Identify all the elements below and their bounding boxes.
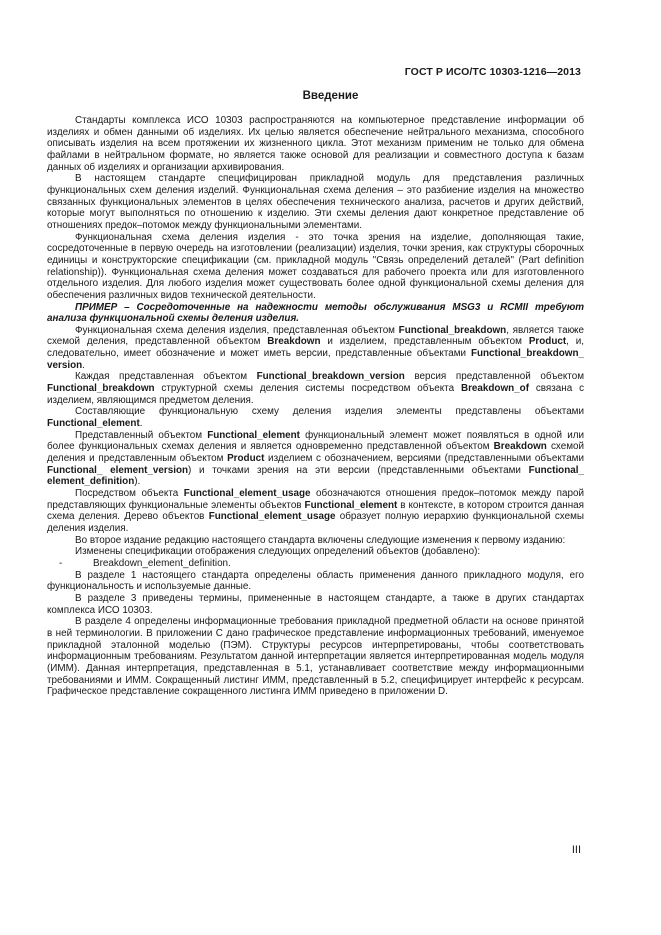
text-run: функциональный элемент может появляться в одной или более функциональных схемах деления и является одновременно представленной объектом <box>47 429 584 453</box>
paragraph-5 <box>47 325 584 372</box>
entity-name: Functional_breakdown <box>47 383 155 395</box>
paragraph-8 <box>47 430 584 488</box>
document-body <box>47 115 584 698</box>
text-run: изделием с обозначением, версиями (представленными объектами <box>264 453 584 465</box>
text-run: , является также схемой деления, представленной объектом <box>47 324 584 348</box>
text-run: версия представленной объектом <box>404 371 584 383</box>
text-run: связана с изделием, являющимся предметом деления. <box>47 383 585 406</box>
entity-name: Breakdown <box>267 336 321 348</box>
entity-name: Functional_element <box>47 418 140 430</box>
entity-name: Functional_element <box>304 499 398 511</box>
paragraph-6 <box>47 371 584 406</box>
entity-name: Breakdown <box>493 441 547 453</box>
text-run: образует полную иерархию функциональной схемы деления изделия. <box>47 511 585 534</box>
paragraph-7 <box>47 406 584 429</box>
entity-name: Functional_breakdown_ version <box>47 348 584 371</box>
text-run: Составляющие функциональную схему деления изделия элементы представлены объектами <box>75 406 584 418</box>
entity-name: Functional_element_usage <box>208 511 336 523</box>
entity-name: Functional_breakdown_version <box>256 371 405 383</box>
entity-name: Breakdown_of <box>460 383 529 395</box>
text-run: . <box>82 359 85 371</box>
text-run: ) и точками зрения на эти версии (представленными объектами <box>188 464 529 476</box>
text-run: схемой деления и представленным объектом <box>47 441 585 465</box>
entity-name: Functional_ element_definition <box>47 464 584 488</box>
paragraph-14: В разделе 4 определены информационные требования прикладной предметной области на основе принятой в ней терминологии. В приложении С дано графическое представление информационных требований, именуемое прикладной эталонной моделью (ПЭМ). Структуры ресурсов интерпретированы, чтобы соответствовать информационным требованиям. Результатом данной интерпретации является интерпретированная модель модуля (ИММ). Данная интерпретация, представленная в 5.1, устанавливает соответствие между информационными требованиями и ИММ. Сокращенный листинг ИММ, представленный в 5.2, специфицирует интерфейс к ресурсам. Графическое представление сокращенного листинга ИММ приведено в приложении D. <box>47 616 584 698</box>
entity-name: Functional_element <box>207 429 300 441</box>
paragraph-12: В разделе 1 настоящего стандарта определены область применения данного прикладного модуля, его функциональность и используемые данные. <box>47 569 584 593</box>
paragraph-10: Во второе издание редакцию настоящего стандарта включены следующие изменения к первому изданию: <box>75 534 566 546</box>
text-run: ). <box>134 476 141 488</box>
paragraph-9 <box>47 488 584 535</box>
list-bullet: - <box>59 557 63 569</box>
paragraph-13: В разделе 3 приведены термины, примененные в настоящем стандарте, а также в других стандартах комплекса ИСО 10303. <box>47 592 584 616</box>
text-run: в контексте, в котором строится данная схема деления. Дерево объектов <box>47 499 584 523</box>
page-number: III <box>571 844 581 856</box>
text-run: Представленный объектом <box>75 429 208 441</box>
example-paragraph: ПРИМЕР – Сосредоточенные на надежности методы обслуживания MSG3 и RCMII требуют анализа функциональной схемы деления изделия. <box>47 301 584 325</box>
list-item-text: Breakdown_element_definition. <box>93 557 231 569</box>
entity-name: Functional_element_usage <box>183 488 311 499</box>
text-run: . <box>139 418 143 430</box>
text-run: и изделием, представленным объектом <box>320 336 529 348</box>
entity-name: Functional_ element_version <box>47 464 189 476</box>
text-run: структурной схемы деления системы посредством объекта <box>154 383 461 395</box>
section-title: Введение <box>302 90 359 102</box>
document-header: ГОСТ Р ИСО/ТС 10303-1216—2013 <box>404 66 581 78</box>
text-run: Функциональная схема деления изделия, представленная объектом <box>75 324 399 336</box>
paragraph-11: Изменены спецификации отображения следующих определений объектов (добавлено): <box>75 546 481 558</box>
text-run: Каждая представленная объектом <box>75 371 257 383</box>
paragraph-2: В настоящем стандарте специфицирован прикладной модуль для представления различных функциональных схем деления изделий. Функциональная схема деления – это разбиение изделия на множество связанных функциональных элементов в целях обеспечения технического анализа, расчетов и других действий, которые могут выполняться по отношению к изделию. Эти схемы деления дают конкретное представление об отношениях предок–потомок между функциональными элементами. <box>47 173 584 231</box>
text-run: обозначаются отношения предок–потомок между парой представляющих функциональные элементы объектов <box>47 488 584 511</box>
entity-name: Product <box>227 453 265 465</box>
text-run: , и, следовательно, имеет обозначение и может иметь версии, представленные объектами <box>47 336 585 360</box>
list-item <box>47 558 584 570</box>
paragraph-1: Стандарты комплекса ИСО 10303 распространяются на компьютерное представление информации об изделиях и обмен данными об изделиях. Их целью является обеспечение нейтрального механизма, способного описывать изделия на всем протяжении их жизненного цикла. Этот механизм применим не только для обмена файлами в нейтральном формате, но является также основой для реализации и совместного доступа к базам данных об изделиях и организации архивирования. <box>47 115 584 173</box>
entity-name: Product <box>528 336 567 348</box>
paragraph-3: Функциональная схема деления изделия - это точка зрения на изделие, дополняющая такие, сосредоточенные в первую очередь на изготовлении (реализации) изделия, точки зрения, как структуры сборочных единицы и конструкторские спецификации (см. прикладной модуль "Связь определений деталей" (Part definition relationship)). Функциональная схема деления может создаваться для рабочего проекта или для изготовленного отдельного изделия. Для любого изделия может существовать более одной функциональной схемы деления для обеспечения различных видов технической деятельности. <box>47 231 584 301</box>
entity-name: Functional_breakdown <box>398 324 507 336</box>
text-run: Посредством объекта <box>75 488 184 499</box>
